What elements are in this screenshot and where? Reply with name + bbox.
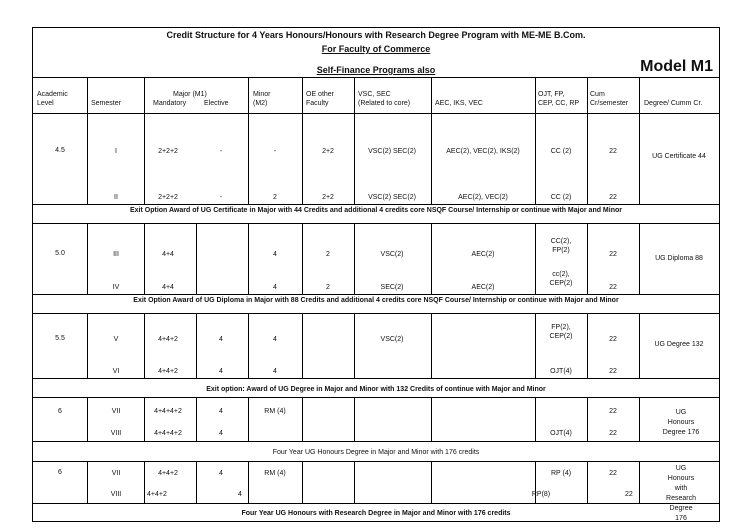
ojt-cell: RP(8) (531, 491, 551, 498)
level-cell: 5.0 (55, 250, 65, 257)
semester-cell: III (113, 251, 119, 258)
major-cell: 2+2+2 (158, 194, 178, 201)
header-major: Major (M1) (173, 91, 207, 98)
divider (33, 441, 719, 442)
header-academic-level: Academic Level (37, 91, 68, 107)
elective-cell: - (219, 148, 223, 155)
header-semester: Semester (91, 100, 121, 107)
credit-structure-sheet (32, 27, 720, 522)
elective-cell: 4 (238, 491, 242, 498)
semester-cell: V (113, 336, 119, 343)
cum-cell: 22 (609, 194, 617, 201)
major-cell: 4+4+2 (158, 470, 178, 477)
exit-option-banner: Exit option: Award of UG Degree in Major and Minor with 132 Credits of continue with Major and Minor (206, 386, 546, 393)
vsc-cell: VSC(2) (380, 336, 404, 343)
degree-cell: UG Honours Degree 176 (662, 409, 700, 436)
ojt-cell: CC (2) (550, 148, 572, 155)
divider (33, 313, 719, 314)
ojt-cell: CC(2), FP(2) (550, 238, 572, 254)
divider (33, 397, 719, 398)
elective-cell: 4 (219, 430, 223, 437)
page-title: Credit Structure for 4 Years Honours/Honours with Research Degree Program with ME-ME B.Com. (166, 30, 586, 40)
major-cell: 4+4+2 (158, 336, 178, 343)
ojt-cell: OJT(4) (550, 368, 572, 375)
degree-cell: UG Certificate 44 (652, 153, 706, 160)
cum-cell: 22 (609, 284, 617, 291)
cum-cell: 22 (609, 368, 617, 375)
model-label: Model M1 (640, 58, 713, 75)
divider (33, 223, 719, 224)
minor-cell: 4 (273, 251, 277, 258)
cum-cell: 22 (609, 251, 617, 258)
divider (33, 378, 719, 379)
header-mandatory: Mandatory (153, 100, 187, 107)
level-cell: 6 (58, 469, 62, 476)
divider (33, 294, 719, 295)
major-cell: 4+4+2 (147, 491, 167, 498)
major-cell: 4+4 (162, 251, 174, 258)
elective-cell: 4 (219, 336, 223, 343)
semester-cell: VI (112, 368, 120, 375)
major-cell: 4+4+4+2 (154, 430, 182, 437)
aec-cell: AEC(2), VEC(2), IKS(2) (446, 148, 520, 155)
major-cell: 4+4+4+2 (154, 408, 182, 415)
cum-cell: 22 (609, 336, 617, 343)
header-ojt: OJT, FP, CEP, CC, RP (538, 91, 580, 107)
header-minor: Minor (M2) (253, 91, 271, 107)
semester-cell: VIII (110, 430, 122, 437)
aec-cell: AEC(2) (471, 284, 495, 291)
major-cell: 4+4+2 (158, 368, 178, 375)
major-cell: 2+2+2 (158, 148, 178, 155)
degree-cell: UG Honours with Research Degree 176 (666, 465, 696, 522)
semester-cell: VII (111, 408, 121, 415)
degree-cell: UG Degree 132 (654, 341, 704, 348)
ojt-cell: CC (2) (550, 194, 572, 201)
vsc-cell: VSC(2) SEC(2) (368, 194, 416, 201)
minor-cell: 4 (273, 336, 277, 343)
divider (33, 113, 719, 114)
oe-cell: 2 (326, 284, 330, 291)
cum-cell: 22 (609, 430, 617, 437)
degree-cell: UG Diploma 88 (655, 255, 703, 262)
honours-banner: Four Year UG Honours Degree in Major and Minor with 176 credits (272, 449, 480, 456)
divider (33, 204, 719, 205)
level-cell: 5.5 (55, 335, 65, 342)
vsc-cell: VSC(2) (380, 251, 404, 258)
ojt-cell: OJT(4) (550, 430, 572, 437)
minor-cell: RM (4) (264, 408, 286, 415)
vsc-cell: VSC(2) SEC(2) (368, 148, 416, 155)
header-oe: OE other Faculty (306, 91, 335, 107)
semester-cell: IV (112, 284, 120, 291)
header-cum: Cum Cr/semester (590, 91, 629, 107)
divider (33, 461, 719, 462)
semester-cell: VII (111, 470, 121, 477)
divider (33, 503, 719, 504)
minor-cell: 2 (273, 194, 277, 201)
divider (33, 77, 719, 78)
elective-cell: 4 (219, 368, 223, 375)
semester-cell: VIII (110, 491, 122, 498)
minor-cell: - (273, 148, 277, 155)
header-vsc-sec: VSC, SEC (Related to core) (358, 91, 411, 107)
semester-cell: II (114, 194, 118, 201)
cum-cell: 22 (609, 408, 617, 415)
research-banner: Four Year UG Honours with Research Degree in Major and Minor with 176 credits (241, 510, 511, 517)
level-cell: 6 (58, 408, 62, 415)
minor-cell: RM (4) (264, 470, 286, 477)
ojt-cell: cc(2), CEP(2) (549, 271, 573, 287)
aec-cell: AEC(2), VEC(2) (458, 194, 508, 201)
aec-cell: AEC(2) (471, 251, 495, 258)
elective-cell: 4 (219, 408, 223, 415)
semester-cell: I (115, 148, 117, 155)
header-elective: Elective (204, 100, 229, 107)
oe-cell: 2 (326, 251, 330, 258)
vsc-cell: SEC(2) (380, 284, 404, 291)
ojt-cell: RP (4) (550, 470, 572, 477)
level-cell: 4.5 (55, 147, 65, 154)
program-subtitle: Self-Finance Programs also (316, 65, 436, 75)
oe-cell: 2+2 (322, 148, 334, 155)
exit-option-banner: Exit Option Award of UG Certificate in Major with 44 Credits and additional 4 credits core NSQF Course/ Internship or continue with Major and Minor (129, 207, 622, 214)
minor-cell: 4 (273, 368, 277, 375)
major-cell: 4+4 (162, 284, 174, 291)
faculty-subtitle: For Faculty of Commerce (321, 44, 431, 54)
cum-cell: 22 (625, 491, 633, 498)
ojt-cell: FP(2), CEP(2) (549, 324, 573, 340)
cum-cell: 22 (609, 148, 617, 155)
elective-cell: - (219, 194, 223, 201)
minor-cell: 4 (273, 284, 277, 291)
oe-cell: 2+2 (322, 194, 334, 201)
header-degree: Degree/ Cumm Cr. (644, 100, 703, 107)
exit-option-banner: Exit Option Award of UG Diploma in Major with 88 Credits and additional 4 credits core NSQF Course/ Internship or continue with Major and Minor (133, 297, 619, 304)
cum-cell: 22 (609, 470, 617, 477)
elective-cell: 4 (219, 470, 223, 477)
header-aec: AEC, IKS, VEC (435, 100, 483, 107)
